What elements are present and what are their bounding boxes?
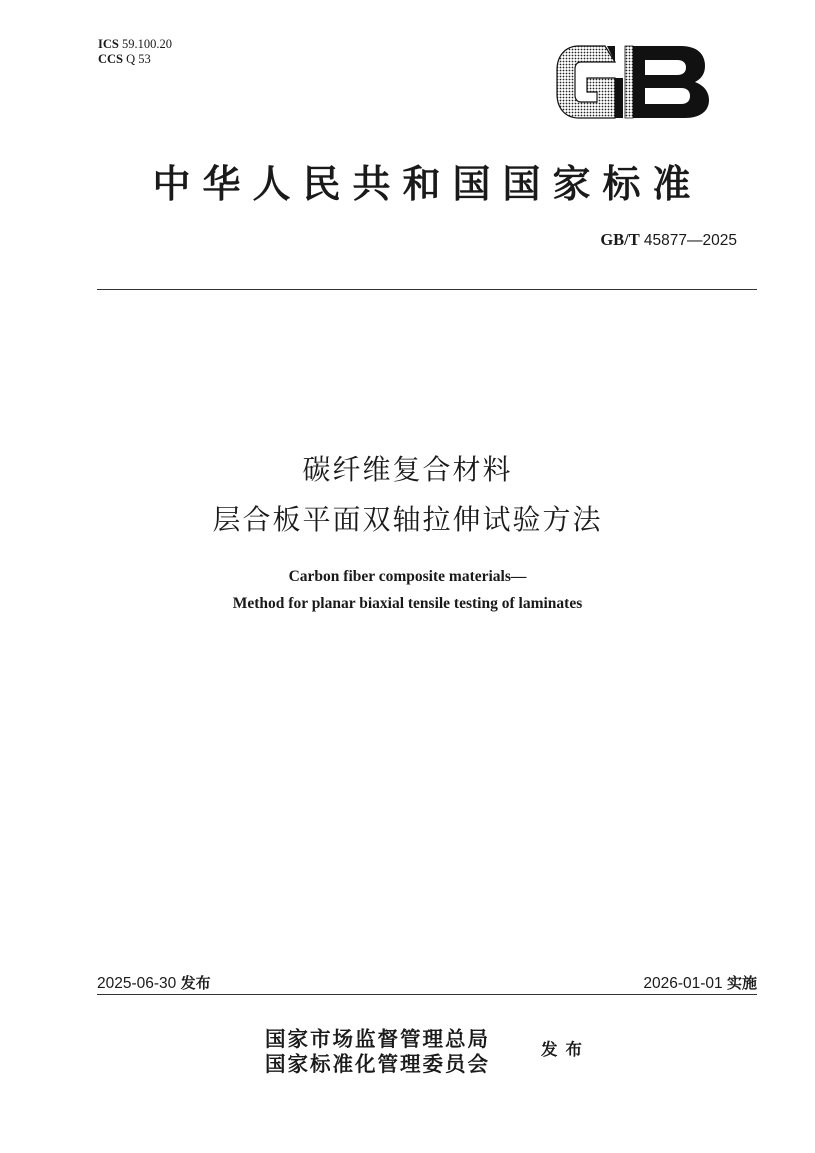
issue-date-value: 2025-06-30	[97, 975, 177, 992]
ics-code	[98, 37, 172, 52]
country-standard-title: 中华人民共和国国家标准	[152, 161, 703, 206]
publish-action-label: 发布	[541, 1040, 590, 1059]
implementation-date-label: 实施	[726, 974, 757, 992]
implementation-date-value: 2026-01-01	[643, 975, 723, 992]
title-chinese-line2: 层合板平面双轴拉伸试验方法	[212, 503, 603, 536]
title-chinese-line1: 碳纤维复合材料	[302, 453, 513, 486]
publisher-sac: 国家标准化管理委员会	[265, 1052, 490, 1076]
issue-date-label: 发布	[180, 974, 211, 992]
gb-logo	[553, 42, 715, 122]
implementation-date	[643, 972, 757, 993]
ccs-value: Q 53	[126, 52, 151, 66]
ccs-code	[98, 52, 151, 67]
title-english-line1: Carbon fiber composite materials—	[288, 568, 527, 585]
ccs-label: CCS	[98, 52, 124, 66]
standard-number	[600, 230, 737, 250]
title-english-line2: Method for planar biaxial tensile testing of laminates	[232, 595, 583, 612]
issue-date	[97, 972, 211, 993]
ics-label: ICS	[98, 37, 119, 51]
top-divider	[97, 289, 757, 290]
publisher-samr: 国家市场监督管理总局	[265, 1027, 490, 1051]
standard-prefix: GB/T	[600, 230, 640, 249]
bottom-divider	[97, 994, 757, 995]
standard-code: 45877—2025	[643, 232, 737, 249]
ics-value: 59.100.20	[121, 37, 172, 51]
